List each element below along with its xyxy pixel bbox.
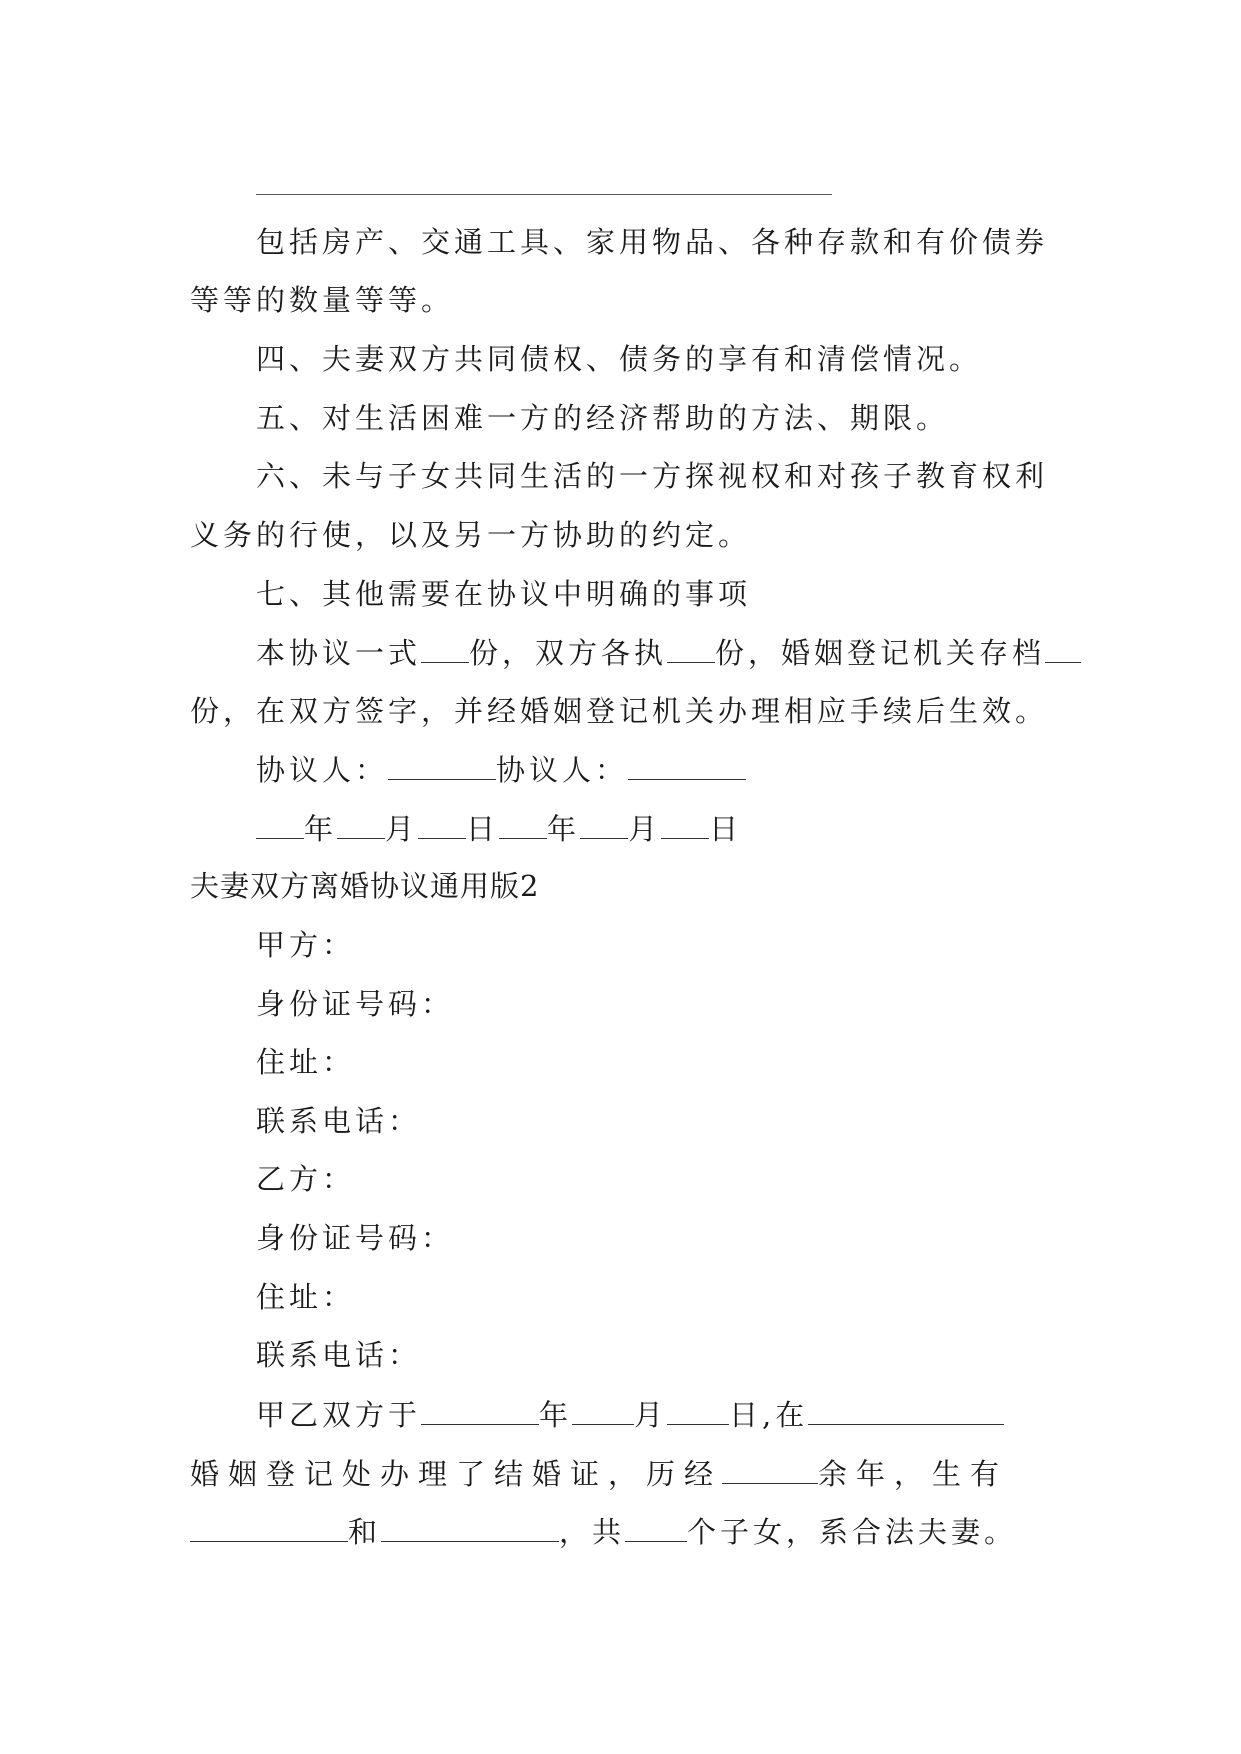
marriage-line1 — [256, 1394, 1004, 1435]
party-a-label: 甲方： — [256, 928, 356, 962]
blank-marriage-day[interactable] — [667, 1394, 729, 1425]
marriage-line2-text-b: 余年，生有 — [818, 1457, 1009, 1491]
month-label-2: 月 — [628, 812, 662, 846]
item-6-line2: 义务的行使，以及另一方协助的约定。 — [190, 518, 752, 552]
blank-year-2[interactable] — [499, 808, 547, 839]
day-label-2: 日 — [709, 812, 743, 846]
year-label-2: 年 — [547, 812, 581, 846]
copies-line1 — [256, 632, 1081, 673]
item-6-line1: 六、未与子女共同生活的一方探视权和对孩子教育权利 — [256, 459, 1049, 493]
signer-label-2: 协议人： — [496, 753, 629, 787]
blank-copies-total[interactable] — [421, 632, 469, 663]
blank-marriage-month[interactable] — [572, 1394, 634, 1425]
marriage-line3-text-c: 个子女，系合法夫妻。 — [687, 1515, 1018, 1549]
party-a-phone-label: 联系电话： — [256, 1104, 422, 1138]
marriage-year-label: 年 — [539, 1398, 573, 1432]
signature-line — [256, 749, 746, 790]
day-label-1: 日 — [466, 812, 500, 846]
party-b-phone-label: 联系电话： — [256, 1338, 422, 1372]
marriage-line3-text-a: 和 — [348, 1515, 382, 1549]
blank-child-1[interactable] — [190, 1511, 348, 1542]
signer-label-1: 协议人： — [256, 753, 389, 787]
copies-text-c: 份，婚姻登记机关存档 — [715, 636, 1046, 670]
party-a-address-label: 住址： — [256, 1045, 356, 1079]
top-rule — [256, 194, 832, 195]
blank-day-2[interactable] — [661, 808, 709, 839]
blank-year-1[interactable] — [256, 808, 304, 839]
blank-signer-1[interactable] — [388, 749, 496, 780]
blank-child-2[interactable] — [381, 1511, 559, 1542]
marriage-line3 — [190, 1511, 1017, 1552]
item-4: 四、夫妻双方共同债权、债务的享有和清偿情况。 — [256, 342, 983, 376]
month-label-1: 月 — [385, 812, 419, 846]
copies-text-b: 份，双方各执 — [469, 636, 668, 670]
marriage-line2-text-a: 婚姻登记处办理了结婚证，历经 — [190, 1457, 723, 1491]
marriage-line2 — [190, 1453, 1008, 1494]
date-line — [256, 808, 742, 849]
item-7: 七、其他需要在协议中明确的事项 — [256, 577, 752, 611]
blank-child-count[interactable] — [625, 1511, 687, 1542]
marriage-month-label: 月 — [634, 1398, 668, 1432]
party-b-address-label: 住址： — [256, 1280, 356, 1314]
para-assets-line1: 包括房产、交通工具、家用物品、各种存款和有价债券 — [256, 225, 1049, 259]
party-b-label: 乙方： — [256, 1162, 356, 1196]
party-b-id-label: 身份证号码： — [256, 1221, 455, 1255]
party-a-id-label: 身份证号码： — [256, 987, 455, 1021]
blank-marriage-years[interactable] — [722, 1453, 818, 1484]
blank-month-1[interactable] — [337, 808, 385, 839]
blank-signer-2[interactable] — [628, 749, 746, 780]
blank-marriage-place[interactable] — [808, 1394, 1004, 1425]
blank-marriage-year[interactable] — [421, 1394, 539, 1425]
marriage-day-label: 日,在 — [729, 1398, 809, 1432]
blank-copies-archive[interactable] — [1045, 632, 1081, 663]
year-label-1: 年 — [304, 812, 338, 846]
blank-month-2[interactable] — [580, 808, 628, 839]
marriage-line3-text-b: ，共 — [559, 1515, 626, 1549]
blank-day-1[interactable] — [418, 808, 466, 839]
item-5: 五、对生活困难一方的经济帮助的方法、期限。 — [256, 401, 950, 435]
marriage-text-a: 甲乙双方于 — [256, 1398, 422, 1432]
blank-copies-each[interactable] — [667, 632, 715, 663]
section-2-title: 夫妻双方离婚协议通用版2 — [190, 869, 540, 903]
para-assets-line2: 等等的数量等等。 — [190, 283, 455, 317]
copies-line2: 份，在双方签字，并经婚姻登记机关办理相应手续后生效。 — [190, 694, 1049, 728]
copies-text-a: 本协议一式 — [256, 636, 422, 670]
